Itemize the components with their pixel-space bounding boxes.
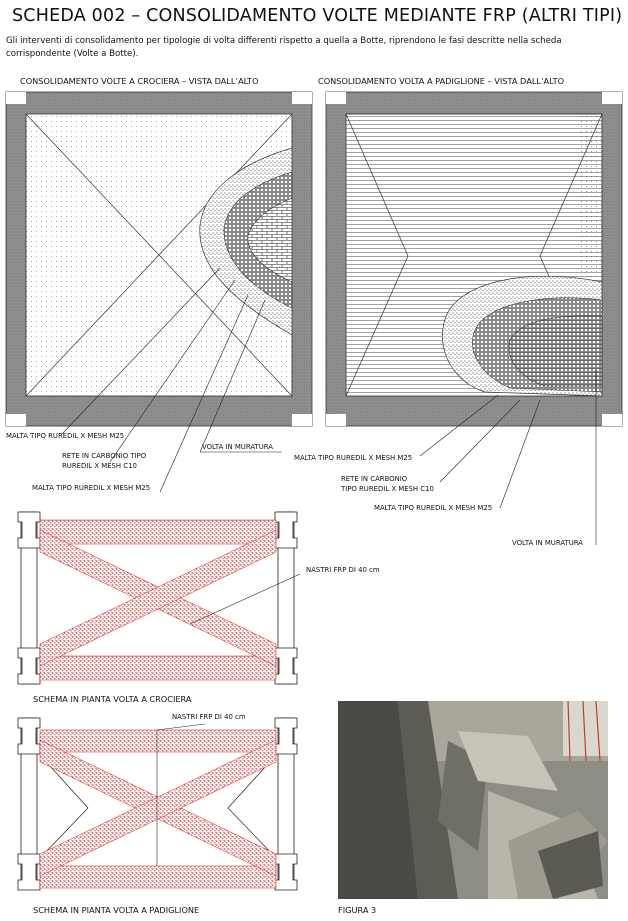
label-malta-m25-right-second: MALTA TIPO RUREDIL X MESH M25 bbox=[374, 504, 493, 512]
label-malta-m25: MALTA TIPO RUREDIL X MESH M25 bbox=[6, 432, 125, 440]
padiglione-heading: CONSOLIDAMENTO VOLTA A PADIGLIONE – VISTA DALL’ALTO bbox=[318, 76, 565, 86]
label-nastri-frp-padiglione: NASTRI FRP DI 40 cm bbox=[172, 713, 246, 721]
caption-padiglione: SCHEMA IN PIANTA VOLTA A PADIGLIONE bbox=[33, 905, 200, 915]
site-photo bbox=[338, 701, 608, 899]
intro-text: Gli interventi di consolidamento per tipologie di volta differenti rispetto a quella a Botte, riprendono le fasi descritte nella scheda corrispondente (Volte a Botte). bbox=[6, 36, 562, 59]
caption-figura: FIGURA 3 bbox=[338, 905, 377, 915]
label-malta-m25-right: MALTA TIPO RUREDIL X MESH M25 bbox=[294, 454, 413, 462]
label-rete-carbonio-2: RUREDIL X MESH C10 bbox=[62, 462, 137, 470]
caption-crociera: SCHEMA IN PIANTA VOLTA A CROCIERA bbox=[33, 694, 192, 704]
padiglione-plan bbox=[18, 718, 297, 890]
label-malta-m25-second: MALTA TIPO RUREDIL X MESH M25 bbox=[32, 484, 151, 492]
page-title: SCHEDA 002 – CONSOLIDAMENTO VOLTE MEDIANTE FRP (ALTRI TIPI) bbox=[12, 6, 623, 26]
label-rete-carbonio-right-2: TIPO RUREDIL X MESH C10 bbox=[341, 485, 434, 493]
label-volta-muratura-right: VOLTA IN MURATURA bbox=[512, 539, 584, 547]
label-rete-carbonio-right-1: RETE IN CARBONIO bbox=[341, 475, 408, 483]
label-nastri-frp: NASTRI FRP DI 40 cm bbox=[306, 566, 380, 574]
label-volta-muratura: VOLTA IN MURATURA bbox=[202, 443, 274, 451]
crociera-plan bbox=[18, 512, 300, 684]
label-rete-carbonio-1: RETE IN CARBONIO TIPO bbox=[62, 452, 147, 460]
crociera-heading: CONSOLIDAMENTO VOLTE A CROCIERA – VISTA DALL’ALTO bbox=[20, 76, 259, 86]
